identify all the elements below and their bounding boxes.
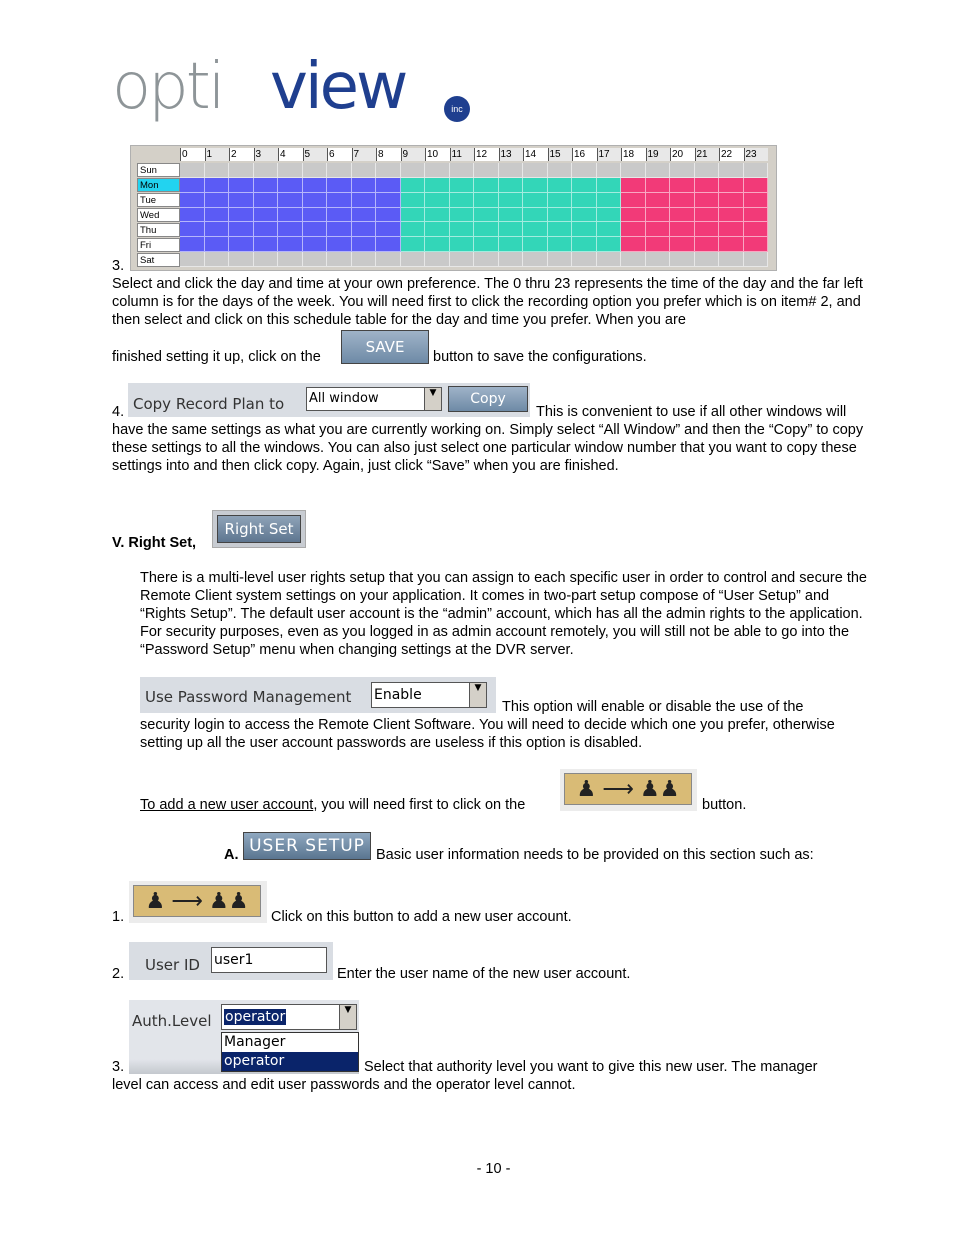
- schedule-cell[interactable]: [523, 222, 548, 237]
- schedule-cell[interactable]: [474, 178, 499, 193]
- schedule-cell[interactable]: [278, 252, 303, 267]
- user-id-label: User ID: [145, 956, 200, 974]
- schedule-cell[interactable]: [254, 178, 279, 193]
- schedule-cell[interactable]: [695, 252, 720, 267]
- schedule-cell[interactable]: [474, 237, 499, 252]
- schedule-cell[interactable]: [719, 178, 744, 193]
- schedule-cell[interactable]: [719, 252, 744, 267]
- step1-button-frame: [129, 881, 267, 923]
- hour-label: 2: [229, 148, 254, 161]
- password-mgmt-label: Use Password Management: [145, 688, 352, 706]
- logo-opti-text: opti: [112, 50, 223, 124]
- schedule-cell[interactable]: [425, 222, 450, 237]
- schedule-cell[interactable]: [597, 222, 622, 237]
- schedule-cell[interactable]: [254, 193, 279, 208]
- schedule-cell[interactable]: [401, 193, 426, 208]
- schedule-cell[interactable]: [352, 193, 377, 208]
- schedule-cell[interactable]: [450, 178, 475, 193]
- schedule-cell[interactable]: [523, 252, 548, 267]
- schedule-cell[interactable]: [303, 208, 328, 223]
- schedule-cell[interactable]: [229, 208, 254, 223]
- hour-label: 12: [474, 148, 499, 161]
- schedule-cell[interactable]: [254, 208, 279, 223]
- password-mgmt-panel: [140, 677, 496, 713]
- schedule-cell[interactable]: [425, 237, 450, 252]
- schedule-cell[interactable]: [401, 163, 426, 178]
- day-label[interactable]: Tue: [137, 193, 180, 207]
- schedule-cell[interactable]: [376, 208, 401, 223]
- schedule-cell[interactable]: [401, 178, 426, 193]
- schedule-cell[interactable]: [499, 193, 524, 208]
- password-mgmt-value: Enable: [374, 687, 422, 703]
- hour-header-row: [180, 148, 768, 162]
- schedule-cell[interactable]: [376, 252, 401, 267]
- hour-label: 15: [548, 148, 573, 161]
- add-user-text: , you will need first to click on the: [313, 797, 526, 813]
- schedule-cell[interactable]: [572, 208, 597, 223]
- schedule-cell[interactable]: [695, 163, 720, 178]
- copy-record-plan-panel: [128, 383, 530, 417]
- schedule-cell[interactable]: [376, 163, 401, 178]
- schedule-cell[interactable]: [719, 222, 744, 237]
- schedule-cell[interactable]: [401, 252, 426, 267]
- schedule-cell[interactable]: [597, 163, 622, 178]
- schedule-cell[interactable]: [205, 222, 230, 237]
- schedule-cell[interactable]: [646, 193, 671, 208]
- schedule-cell[interactable]: [425, 178, 450, 193]
- schedule-cell[interactable]: [327, 163, 352, 178]
- add-user-button[interactable]: [564, 773, 692, 805]
- schedule-cell[interactable]: [229, 252, 254, 267]
- user-setup-text: Basic user information needs to be provided on this section such as:: [376, 847, 814, 863]
- schedule-cell[interactable]: [523, 178, 548, 193]
- day-label[interactable]: Sat: [137, 253, 180, 267]
- schedule-cell[interactable]: [229, 178, 254, 193]
- step3-text-tail: Select that authority level you want to give this new user. The manager: [364, 1059, 818, 1075]
- schedule-cell[interactable]: [327, 252, 352, 267]
- schedule-cell[interactable]: [719, 163, 744, 178]
- schedule-cell[interactable]: [474, 193, 499, 208]
- item3-text: Select and click the day and time at your own preference. The 0 thru 23 represents the time of the day and the far left column is for the days of the week. You will need first to click the recording option you prefer which is on item# 2, and then select and click on this schedule table for the day and time you prefer. When you are: [112, 276, 863, 328]
- schedule-cell[interactable]: [425, 163, 450, 178]
- auth-option-operator[interactable]: operator: [222, 1052, 358, 1071]
- schedule-cell[interactable]: [376, 193, 401, 208]
- schedule-cell[interactable]: [719, 208, 744, 223]
- schedule-cell[interactable]: [646, 252, 671, 267]
- schedule-cell[interactable]: [278, 163, 303, 178]
- schedule-cell[interactable]: [670, 163, 695, 178]
- schedule-cell[interactable]: [278, 178, 303, 193]
- schedule-cell[interactable]: [499, 252, 524, 267]
- chevron-down-icon: ▼: [424, 388, 441, 410]
- schedule-cell[interactable]: [450, 237, 475, 252]
- hour-label: 17: [597, 148, 622, 161]
- password-mgmt-text: security login to access the Remote Client Software. You will need to decide which one you prefer, otherwise setting up all the user account passwords are useless if this option is disabled.: [140, 717, 835, 751]
- schedule-cell[interactable]: [303, 237, 328, 252]
- schedule-cell[interactable]: [205, 193, 230, 208]
- schedule-cell[interactable]: [401, 222, 426, 237]
- schedule-cell[interactable]: [695, 222, 720, 237]
- add-user-text-end: button.: [702, 797, 747, 813]
- item3-text-button: button to save the configurations.: [433, 349, 647, 365]
- schedule-cell[interactable]: [499, 237, 524, 252]
- schedule-cell[interactable]: [352, 222, 377, 237]
- password-mgmt-select[interactable]: [371, 682, 487, 708]
- step1-text: Click on this button to add a new user account.: [271, 909, 572, 925]
- step1-number: 1.: [112, 909, 125, 925]
- schedule-cell[interactable]: [376, 178, 401, 193]
- add-user-sentence: [140, 796, 525, 814]
- schedule-cell[interactable]: [499, 178, 524, 193]
- logo-inc-badge: inc: [444, 96, 470, 122]
- schedule-cell[interactable]: [744, 208, 769, 223]
- schedule-cell[interactable]: [744, 237, 769, 252]
- step2-text: Enter the user name of the new user account.: [337, 966, 631, 982]
- schedule-cell[interactable]: [572, 237, 597, 252]
- schedule-cell[interactable]: [180, 193, 205, 208]
- step2-number: 2.: [112, 966, 125, 982]
- hour-label: 20: [670, 148, 695, 161]
- item4-text: have the same settings as what you are currently working on. Simply select “All Window” and then the “Copy” to copy these settings to all the windows. You can also just select one particular window number that you want to copy these settings into and then click copy. Again, just click “Save” when you are finished.: [112, 422, 864, 474]
- schedule-cell[interactable]: [548, 237, 573, 252]
- section-paragraph: There is a multi-level user rights setup that you can assign to each specific user in order to control and secure the Remote Client system settings on your application. It comes in two-part setup compose of “User Setup” and “Rights Setup”. The default user account is the “admin” account, which has all the admin rights to the application. For security purposes, even as you logged in as admin account remotely, you will still not be able to go into the “Password Setup” menu when changing settings at the DVR server.: [140, 570, 867, 658]
- user-id-panel: [129, 942, 333, 980]
- schedule-cell[interactable]: [523, 237, 548, 252]
- schedule-cell[interactable]: [450, 222, 475, 237]
- step3-text: level can access and edit user passwords and the operator level cannot.: [112, 1077, 576, 1093]
- schedule-cell[interactable]: [597, 237, 622, 252]
- schedule-cell[interactable]: [597, 193, 622, 208]
- schedule-cell[interactable]: [695, 178, 720, 193]
- auth-level-value: operator: [225, 1009, 286, 1025]
- schedule-cell[interactable]: [401, 237, 426, 252]
- hour-label: 16: [572, 148, 597, 161]
- schedule-cell[interactable]: [180, 237, 205, 252]
- hour-label: 8: [376, 148, 401, 161]
- auth-level-panel: [129, 1000, 359, 1074]
- schedule-cell[interactable]: [572, 222, 597, 237]
- schedule-cell[interactable]: [523, 193, 548, 208]
- optiview-logo: [112, 50, 482, 128]
- user-id-value: user1: [214, 952, 254, 968]
- hour-label: 11: [450, 148, 475, 161]
- copy-record-plan-label: Copy Record Plan to: [133, 395, 285, 413]
- schedule-cell[interactable]: [621, 252, 646, 267]
- day-label[interactable]: Sun: [137, 163, 180, 177]
- schedule-grid[interactable]: [180, 163, 768, 267]
- schedule-cell[interactable]: [744, 163, 769, 178]
- add-user-icon: ♟ ⟶ ♟♟: [576, 776, 680, 801]
- schedule-cell[interactable]: [646, 222, 671, 237]
- chevron-down-icon: ▼: [469, 683, 486, 707]
- hour-label: 4: [278, 148, 303, 161]
- schedule-cell[interactable]: [621, 208, 646, 223]
- schedule-cell[interactable]: [327, 178, 352, 193]
- schedule-cell[interactable]: [352, 178, 377, 193]
- hour-label: 23: [744, 148, 769, 161]
- hour-label: 3: [254, 148, 279, 161]
- item4-number: 4.: [112, 404, 125, 420]
- schedule-cell[interactable]: [670, 237, 695, 252]
- schedule-cell[interactable]: [352, 163, 377, 178]
- schedule-cell[interactable]: [303, 252, 328, 267]
- hour-label: 5: [303, 148, 328, 161]
- schedule-cell[interactable]: [621, 178, 646, 193]
- schedule-cell[interactable]: [744, 222, 769, 237]
- schedule-cell[interactable]: [180, 222, 205, 237]
- hour-label: 0: [180, 148, 205, 161]
- schedule-cell[interactable]: [205, 237, 230, 252]
- user-setup-letter: A.: [224, 847, 239, 863]
- schedule-cell[interactable]: [572, 178, 597, 193]
- schedule-cell[interactable]: [278, 237, 303, 252]
- schedule-cell[interactable]: [572, 193, 597, 208]
- schedule-cell[interactable]: [646, 163, 671, 178]
- schedule-cell[interactable]: [548, 208, 573, 223]
- copy-button[interactable]: Copy: [448, 386, 528, 412]
- schedule-cell[interactable]: [425, 252, 450, 267]
- schedule-cell[interactable]: [303, 178, 328, 193]
- schedule-cell[interactable]: [450, 208, 475, 223]
- schedule-cell[interactable]: [205, 208, 230, 223]
- schedule-cell[interactable]: [352, 252, 377, 267]
- schedule-cell[interactable]: [376, 237, 401, 252]
- schedule-table: [130, 145, 777, 271]
- schedule-cell[interactable]: [254, 252, 279, 267]
- auth-level-select[interactable]: [221, 1004, 357, 1030]
- schedule-cell[interactable]: [597, 252, 622, 267]
- schedule-cell[interactable]: [670, 252, 695, 267]
- schedule-cell[interactable]: [621, 163, 646, 178]
- chevron-down-icon: ▼: [339, 1005, 356, 1029]
- schedule-cell[interactable]: [744, 252, 769, 267]
- page-number: - 10 -: [476, 1161, 511, 1177]
- hour-label: 10: [425, 148, 450, 161]
- copy-target-select[interactable]: [306, 387, 442, 411]
- right-set-frame: [212, 510, 306, 548]
- schedule-cell[interactable]: [180, 208, 205, 223]
- schedule-cell[interactable]: [376, 222, 401, 237]
- schedule-cell[interactable]: [670, 222, 695, 237]
- schedule-cell[interactable]: [670, 193, 695, 208]
- hour-label: 18: [621, 148, 646, 161]
- schedule-cell[interactable]: [499, 222, 524, 237]
- add-user-icon: ♟ ⟶ ♟♟: [145, 888, 249, 913]
- schedule-cell[interactable]: [278, 222, 303, 237]
- schedule-cell[interactable]: [646, 237, 671, 252]
- schedule-cell[interactable]: [303, 193, 328, 208]
- schedule-cell[interactable]: [254, 222, 279, 237]
- section-heading: V. Right Set,: [112, 535, 197, 551]
- user-id-input[interactable]: [211, 947, 327, 973]
- schedule-cell[interactable]: [597, 208, 622, 223]
- schedule-cell[interactable]: [621, 237, 646, 252]
- hour-label: 19: [646, 148, 671, 161]
- schedule-cell[interactable]: [548, 222, 573, 237]
- schedule-cell[interactable]: [548, 163, 573, 178]
- schedule-cell[interactable]: [205, 178, 230, 193]
- schedule-cell[interactable]: [719, 193, 744, 208]
- schedule-cell[interactable]: [327, 222, 352, 237]
- schedule-cell[interactable]: [744, 193, 769, 208]
- schedule-cell[interactable]: [597, 178, 622, 193]
- day-label[interactable]: Thu: [137, 223, 180, 237]
- schedule-cell[interactable]: [327, 237, 352, 252]
- schedule-cell[interactable]: [401, 208, 426, 223]
- day-column: [137, 163, 180, 268]
- day-label[interactable]: Wed: [137, 208, 180, 222]
- item3-number: 3.: [112, 258, 125, 274]
- schedule-cell[interactable]: [278, 193, 303, 208]
- schedule-cell[interactable]: [205, 163, 230, 178]
- schedule-cell[interactable]: [425, 208, 450, 223]
- schedule-cell[interactable]: [548, 178, 573, 193]
- schedule-cell[interactable]: [327, 193, 352, 208]
- schedule-cell[interactable]: [646, 178, 671, 193]
- hour-label: 6: [327, 148, 352, 161]
- auth-level-label: Auth.Level: [132, 1012, 212, 1030]
- schedule-cell[interactable]: [719, 237, 744, 252]
- auth-level-dropdown: [221, 1032, 359, 1072]
- copy-target-value: All window: [309, 391, 379, 406]
- schedule-cell[interactable]: [572, 163, 597, 178]
- schedule-cell[interactable]: [254, 163, 279, 178]
- right-set-button[interactable]: Right Set: [217, 515, 301, 543]
- schedule-cell[interactable]: [670, 178, 695, 193]
- schedule-cell[interactable]: [180, 163, 205, 178]
- add-user-button-frame: [560, 769, 697, 811]
- schedule-cell[interactable]: [474, 163, 499, 178]
- hour-label: 14: [523, 148, 548, 161]
- schedule-cell[interactable]: [278, 208, 303, 223]
- auth-option-manager[interactable]: Manager: [224, 1034, 286, 1050]
- hour-label: 1: [205, 148, 230, 161]
- schedule-cell[interactable]: [450, 252, 475, 267]
- schedule-cell[interactable]: [229, 222, 254, 237]
- schedule-cell[interactable]: [548, 193, 573, 208]
- schedule-cell[interactable]: [450, 163, 475, 178]
- schedule-cell[interactable]: [327, 208, 352, 223]
- schedule-cell[interactable]: [205, 252, 230, 267]
- step1-add-user-button[interactable]: [133, 885, 261, 917]
- schedule-cell[interactable]: [474, 208, 499, 223]
- schedule-cell[interactable]: [303, 222, 328, 237]
- schedule-cell[interactable]: [695, 208, 720, 223]
- schedule-cell[interactable]: [523, 208, 548, 223]
- hour-label: 22: [719, 148, 744, 161]
- schedule-cell[interactable]: [450, 193, 475, 208]
- hour-label: 21: [695, 148, 720, 161]
- schedule-cell[interactable]: [180, 178, 205, 193]
- save-button[interactable]: SAVE: [341, 330, 429, 364]
- schedule-cell[interactable]: [254, 237, 279, 252]
- schedule-cell[interactable]: [352, 237, 377, 252]
- user-setup-button[interactable]: USER SETUP: [243, 832, 371, 860]
- day-label[interactable]: Mon: [137, 178, 180, 192]
- schedule-cell[interactable]: [695, 193, 720, 208]
- schedule-cell[interactable]: [744, 178, 769, 193]
- schedule-cell[interactable]: [670, 208, 695, 223]
- schedule-cell[interactable]: [499, 208, 524, 223]
- schedule-cell[interactable]: [695, 237, 720, 252]
- schedule-cell[interactable]: [499, 163, 524, 178]
- hour-label: 7: [352, 148, 377, 161]
- schedule-cell[interactable]: [646, 208, 671, 223]
- step3-number: 3.: [112, 1059, 125, 1075]
- item3-text-finish: finished setting it up, click on the: [112, 349, 321, 365]
- schedule-cell[interactable]: [303, 163, 328, 178]
- schedule-cell[interactable]: [548, 252, 573, 267]
- schedule-cell[interactable]: [229, 163, 254, 178]
- schedule-cell[interactable]: [474, 222, 499, 237]
- schedule-cell[interactable]: [229, 237, 254, 252]
- schedule-cell[interactable]: [180, 252, 205, 267]
- schedule-cell[interactable]: [523, 163, 548, 178]
- schedule-cell[interactable]: [474, 252, 499, 267]
- logo-view-text: view: [270, 50, 406, 124]
- schedule-cell[interactable]: [425, 193, 450, 208]
- item4-text-tail: This is convenient to use if all other windows will: [536, 404, 847, 420]
- password-mgmt-text-tail: This option will enable or disable the use of the: [502, 699, 804, 715]
- schedule-cell[interactable]: [621, 193, 646, 208]
- schedule-cell[interactable]: [352, 208, 377, 223]
- schedule-cell[interactable]: [229, 193, 254, 208]
- hour-label: 9: [401, 148, 426, 161]
- add-user-link: To add a new user account: [140, 797, 314, 813]
- schedule-cell[interactable]: [572, 252, 597, 267]
- hour-label: 13: [499, 148, 524, 161]
- day-label[interactable]: Fri: [137, 238, 180, 252]
- schedule-cell[interactable]: [621, 222, 646, 237]
